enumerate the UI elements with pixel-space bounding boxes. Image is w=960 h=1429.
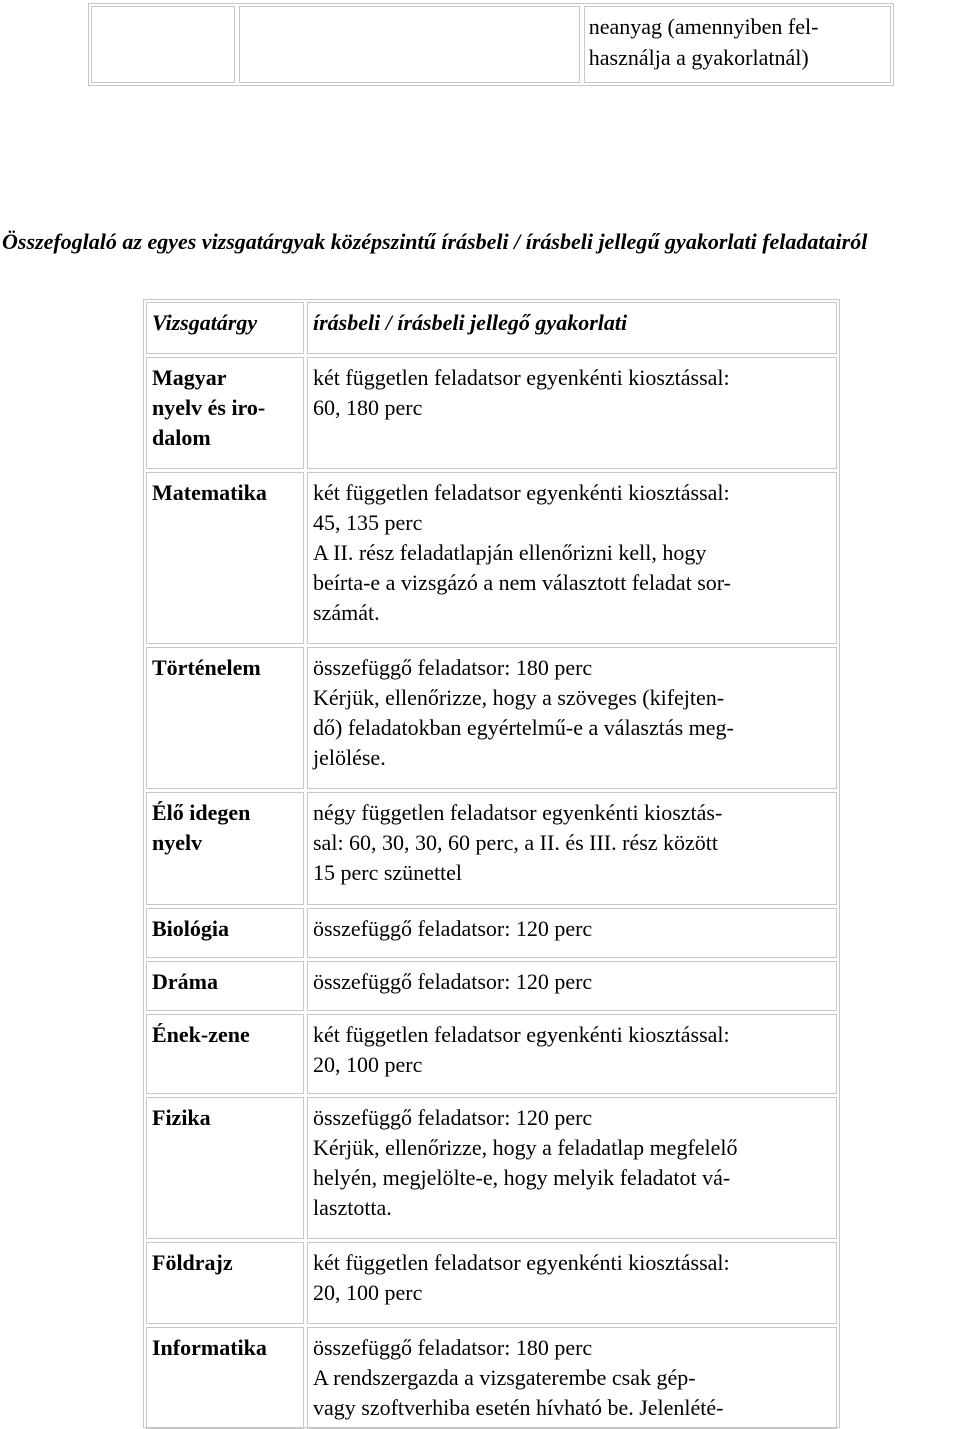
row-subject: Matematika bbox=[146, 472, 304, 644]
top-table-fragment bbox=[88, 3, 894, 86]
header-description: írásbeli / írásbeli jellegő gyakorlati bbox=[307, 302, 837, 354]
table-row bbox=[146, 908, 837, 958]
row-subject: Informatika bbox=[146, 1327, 304, 1429]
row-description: összefüggő feladatsor: 120 perc Kérjük, ellenőrizze, hogy a feladatlap megfelelő helyén, megjelölte-e, hogy melyik feladatot vá- lasztotta. bbox=[307, 1097, 837, 1239]
table-row bbox=[146, 472, 837, 644]
section-heading: Összefoglaló az egyes vizsgatárgyak középszintű írásbeli / írásbeli jellegű gyakorlati feladatairól bbox=[2, 229, 868, 254]
row-subject: Élő idegen nyelv bbox=[146, 792, 304, 905]
top-table-text-cell bbox=[584, 6, 891, 83]
row-subject: Biológia bbox=[146, 908, 304, 958]
row-subject: Történelem bbox=[146, 647, 304, 789]
table-row bbox=[146, 961, 837, 1011]
row-subject: Dráma bbox=[146, 961, 304, 1011]
row-description: két független feladatsor egyenkénti kiosztással: 45, 135 perc A II. rész feladatlapján ellenőrizni kell, hogy beírta-e a vizsgázó a nem választott feladat sor- számát. bbox=[307, 472, 837, 644]
row-description: négy független feladatsor egyenkénti kiosztás- sal: 60, 30, 30, 60 perc, a II. és III. rész között 15 perc szünettel bbox=[307, 792, 837, 905]
table-row bbox=[146, 357, 837, 469]
row-subject: Magyar nyelv és iro- dalom bbox=[146, 357, 304, 469]
row-subject: Földrajz bbox=[146, 1242, 304, 1324]
top-table-empty-cell-1 bbox=[91, 6, 235, 83]
table-row bbox=[146, 792, 837, 905]
table-row bbox=[146, 1327, 837, 1429]
row-subject: Ének-zene bbox=[146, 1014, 304, 1094]
row-description: két független feladatsor egyenkénti kiosztással: 60, 180 perc bbox=[307, 357, 837, 469]
row-description: két független feladatsor egyenkénti kiosztással: 20, 100 perc bbox=[307, 1242, 837, 1324]
table-row bbox=[146, 1097, 837, 1239]
table-row bbox=[146, 1242, 837, 1324]
header-subject: Vizsgatárgy bbox=[146, 302, 304, 354]
table-row bbox=[146, 1014, 837, 1094]
table-row bbox=[146, 647, 837, 789]
row-description: összefüggő feladatsor: 120 perc bbox=[307, 961, 837, 1011]
exam-summary-table bbox=[143, 299, 840, 1428]
row-description: összefüggő feladatsor: 180 perc A rendszergazda a vizsgaterembe csak gép- vagy szoftverhiba esetén hívható be. Jelenlété- bbox=[307, 1327, 837, 1429]
table-header-row bbox=[146, 302, 837, 354]
top-table-cell-text: neanyag (amennyiben fel- használja a gyakorlatnál) bbox=[588, 14, 819, 70]
row-description: összefüggő feladatsor: 180 perc Kérjük, ellenőrizze, hogy a szöveges (kifejten- dő) feladatokban egyértelmű-e a választás meg- jelölése. bbox=[307, 647, 837, 789]
top-table-empty-cell-2 bbox=[239, 6, 580, 83]
row-subject: Fizika bbox=[146, 1097, 304, 1239]
row-description: összefüggő feladatsor: 120 perc bbox=[307, 908, 837, 958]
row-description: két független feladatsor egyenkénti kiosztással: 20, 100 perc bbox=[307, 1014, 837, 1094]
